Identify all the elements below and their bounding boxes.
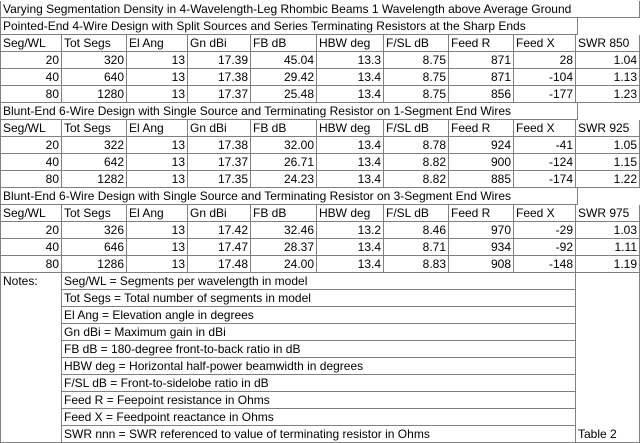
table-cell: 17.39 xyxy=(188,52,251,69)
notes-label-spacer xyxy=(0,290,62,307)
table-cell: 40 xyxy=(0,69,62,86)
column-header: Tot Segs xyxy=(62,205,127,222)
table-cell: 8.46 xyxy=(384,222,449,239)
table-cell: -104 xyxy=(514,69,576,86)
column-header: Tot Segs xyxy=(62,120,127,137)
note-row xyxy=(0,358,641,375)
table-cell: 8.83 xyxy=(384,256,449,273)
table-cell: 32.00 xyxy=(251,137,317,154)
table-cell: 322 xyxy=(62,137,127,154)
table-cell: 8.75 xyxy=(384,52,449,69)
table-cell: 8.75 xyxy=(384,69,449,86)
table-cell: 17.37 xyxy=(188,154,251,171)
table-title: Varying Segmentation Density in 4-Wavelength-Leg Rhombic Beams 1 Wavelength above Average Ground xyxy=(0,1,640,18)
table-cell: 1.23 xyxy=(576,86,640,103)
note-right-spacer xyxy=(576,341,640,358)
note-row xyxy=(0,273,641,290)
column-header-row xyxy=(0,120,641,137)
table-cell: 970 xyxy=(449,222,514,239)
table-row xyxy=(0,171,641,188)
table-cell: 13.4 xyxy=(317,239,384,256)
note-right-spacer xyxy=(576,273,640,290)
table-cell: 40 xyxy=(0,239,62,256)
column-header: HBW deg xyxy=(317,120,384,137)
column-header: Gn dBi xyxy=(188,35,251,52)
table-cell: 13.4 xyxy=(317,69,384,86)
section-heading: Pointed-End 4-Wire Design with Split Sources and Series Terminating Resistors at the Sharp Ends xyxy=(0,18,578,35)
note-right-spacer xyxy=(576,409,640,426)
column-header: Seg/WL xyxy=(0,205,62,222)
column-header: SWR 925 xyxy=(576,120,640,137)
notes-label: Notes: xyxy=(0,273,62,290)
note-item: HBW deg = Horizontal half-power beamwidth in degrees xyxy=(62,358,576,375)
table-row xyxy=(0,86,641,103)
table-cell: 26.71 xyxy=(251,154,317,171)
notes-label-spacer xyxy=(0,409,62,426)
column-header-row xyxy=(0,205,641,222)
table-row xyxy=(0,137,641,154)
column-header: FB dB xyxy=(251,35,317,52)
table-cell: 80 xyxy=(0,256,62,273)
table-cell: 45.04 xyxy=(251,52,317,69)
table-cell: 8.71 xyxy=(384,239,449,256)
section-heading: Blunt-End 6-Wire Design with Single Source and Terminating Resistor on 3-Segment End Wires xyxy=(0,188,578,205)
table-cell: 17.38 xyxy=(188,137,251,154)
table-cell: 40 xyxy=(0,154,62,171)
note-item: Feed R = Feepoint resistance in Ohms xyxy=(62,392,576,409)
note-row xyxy=(0,375,641,392)
table-cell: 1.04 xyxy=(576,52,640,69)
table-cell: 13 xyxy=(127,154,188,171)
table-cell: -177 xyxy=(514,86,576,103)
table-cell: 8.82 xyxy=(384,154,449,171)
table-cell: -29 xyxy=(514,222,576,239)
table-cell: 8.82 xyxy=(384,171,449,188)
column-header: Feed R xyxy=(449,35,514,52)
table-cell: 13.4 xyxy=(317,154,384,171)
note-row xyxy=(0,392,641,409)
notes-label-spacer xyxy=(0,392,62,409)
table-row xyxy=(0,222,641,239)
table-cell: 20 xyxy=(0,222,62,239)
table-cell: 1.11 xyxy=(576,239,640,256)
table-cell: 1.13 xyxy=(576,69,640,86)
section-heading-row xyxy=(0,103,641,120)
table-cell: -92 xyxy=(514,239,576,256)
note-row xyxy=(0,426,641,443)
table-cell: 17.47 xyxy=(188,239,251,256)
column-header: Feed X xyxy=(514,205,576,222)
column-header: Seg/WL xyxy=(0,35,62,52)
table-cell: 320 xyxy=(62,52,127,69)
table-cell: 13 xyxy=(127,69,188,86)
note-right-spacer xyxy=(576,375,640,392)
table-cell: 8.75 xyxy=(384,86,449,103)
column-header: Feed R xyxy=(449,120,514,137)
table-cell: 24.00 xyxy=(251,256,317,273)
table-cell: 856 xyxy=(449,86,514,103)
column-header-row xyxy=(0,35,641,52)
table-cell: -174 xyxy=(514,171,576,188)
note-right-spacer xyxy=(576,358,640,375)
table-cell: 13 xyxy=(127,86,188,103)
table-cell: 924 xyxy=(449,137,514,154)
table-cell: 908 xyxy=(449,256,514,273)
notes-label-spacer xyxy=(0,341,62,358)
note-item: F/SL dB = Front-to-sidelobe ratio in dB xyxy=(62,375,576,392)
notes-label-spacer xyxy=(0,307,62,324)
note-row xyxy=(0,409,641,426)
note-right-spacer xyxy=(576,290,640,307)
note-right-spacer xyxy=(576,392,640,409)
table-cell: 8.78 xyxy=(384,137,449,154)
table-cell: 1280 xyxy=(62,86,127,103)
table-label: Table 2 xyxy=(576,426,640,443)
table-cell: 13.4 xyxy=(317,86,384,103)
section-heading-row xyxy=(0,18,641,35)
column-header: F/SL dB xyxy=(384,120,449,137)
table-cell: 13 xyxy=(127,52,188,69)
table-cell: 17.48 xyxy=(188,256,251,273)
table-cell: 885 xyxy=(449,171,514,188)
table-cell: 13.4 xyxy=(317,137,384,154)
note-item: Gn dBi = Maximum gain in dBi xyxy=(62,324,576,341)
note-item: Seg/WL = Segments per wavelength in model xyxy=(62,273,576,290)
table-cell: 871 xyxy=(449,69,514,86)
column-header: SWR 850 xyxy=(576,35,640,52)
table-row xyxy=(0,69,641,86)
table-cell: 326 xyxy=(62,222,127,239)
note-right-spacer xyxy=(576,307,640,324)
note-row xyxy=(0,341,641,358)
column-header: HBW deg xyxy=(317,35,384,52)
table-cell: -124 xyxy=(514,154,576,171)
table-cell: 24.23 xyxy=(251,171,317,188)
column-header: F/SL dB xyxy=(384,35,449,52)
column-header: HBW deg xyxy=(317,205,384,222)
table-cell: 1.03 xyxy=(576,222,640,239)
note-row xyxy=(0,324,641,341)
table-cell: 20 xyxy=(0,137,62,154)
table-cell: 13.4 xyxy=(317,171,384,188)
table-cell: 80 xyxy=(0,86,62,103)
notes-label-spacer xyxy=(0,358,62,375)
table-cell: 17.38 xyxy=(188,69,251,86)
table-cell: 640 xyxy=(62,69,127,86)
note-right-spacer xyxy=(576,324,640,341)
table-cell: 80 xyxy=(0,171,62,188)
notes-label-spacer xyxy=(0,375,62,392)
table-cell: 13 xyxy=(127,137,188,154)
table-cell: 32.46 xyxy=(251,222,317,239)
table-cell: 13.4 xyxy=(317,256,384,273)
table-cell: 642 xyxy=(62,154,127,171)
table-cell: 17.42 xyxy=(188,222,251,239)
table-row xyxy=(0,154,641,171)
table-cell: 871 xyxy=(449,52,514,69)
note-row xyxy=(0,307,641,324)
table-cell: 28 xyxy=(514,52,576,69)
column-header: FB dB xyxy=(251,120,317,137)
section-heading-row xyxy=(0,188,641,205)
table-cell: 1282 xyxy=(62,171,127,188)
column-header: F/SL dB xyxy=(384,205,449,222)
note-item: Tot Segs = Total number of segments in model xyxy=(62,290,576,307)
column-header: Feed R xyxy=(449,205,514,222)
note-item: Feed X = Feedpoint reactance in Ohms xyxy=(62,409,576,426)
table-title-row xyxy=(0,1,641,18)
table-cell: 13 xyxy=(127,256,188,273)
notes-label-spacer xyxy=(0,324,62,341)
section-heading: Blunt-End 6-Wire Design with Single Source and Terminating Resistor on 1-Segment End Wires xyxy=(0,103,578,120)
column-header: El Ang xyxy=(127,120,188,137)
table-cell: 934 xyxy=(449,239,514,256)
table-cell: 1.22 xyxy=(576,171,640,188)
table-cell: 1286 xyxy=(62,256,127,273)
column-header: El Ang xyxy=(127,35,188,52)
table-cell: 13.3 xyxy=(317,52,384,69)
column-header: Gn dBi xyxy=(188,120,251,137)
table-row xyxy=(0,52,641,69)
table-cell: 900 xyxy=(449,154,514,171)
table-cell: 13 xyxy=(127,222,188,239)
table-cell: 1.15 xyxy=(576,154,640,171)
column-header: SWR 975 xyxy=(576,205,640,222)
note-item: FB dB = 180-degree front-to-back ratio in dB xyxy=(62,341,576,358)
column-header: Tot Segs xyxy=(62,35,127,52)
table-row xyxy=(0,239,641,256)
note-row xyxy=(0,290,641,307)
table-row xyxy=(0,256,641,273)
table-cell: 13 xyxy=(127,239,188,256)
table-cell: 646 xyxy=(62,239,127,256)
table-cell: 17.35 xyxy=(188,171,251,188)
column-header: Feed X xyxy=(514,35,576,52)
column-header: FB dB xyxy=(251,205,317,222)
column-header: Seg/WL xyxy=(0,120,62,137)
table-cell: 20 xyxy=(0,52,62,69)
table-cell: -41 xyxy=(514,137,576,154)
table-cell: 13 xyxy=(127,171,188,188)
table-cell: 17.37 xyxy=(188,86,251,103)
table-cell: 13.2 xyxy=(317,222,384,239)
table-cell: 28.37 xyxy=(251,239,317,256)
table-cell: 25.48 xyxy=(251,86,317,103)
table-cell: 1.05 xyxy=(576,137,640,154)
notes-label-spacer xyxy=(0,426,62,443)
table-cell: 29.42 xyxy=(251,69,317,86)
note-item: El Ang = Elevation angle in degrees xyxy=(62,307,576,324)
table-cell: 1.19 xyxy=(576,256,640,273)
note-item: SWR nnn = SWR referenced to value of terminating resistor in Ohms xyxy=(62,426,576,443)
column-header: El Ang xyxy=(127,205,188,222)
column-header: Gn dBi xyxy=(188,205,251,222)
table-cell: -148 xyxy=(514,256,576,273)
column-header: Feed X xyxy=(514,120,576,137)
